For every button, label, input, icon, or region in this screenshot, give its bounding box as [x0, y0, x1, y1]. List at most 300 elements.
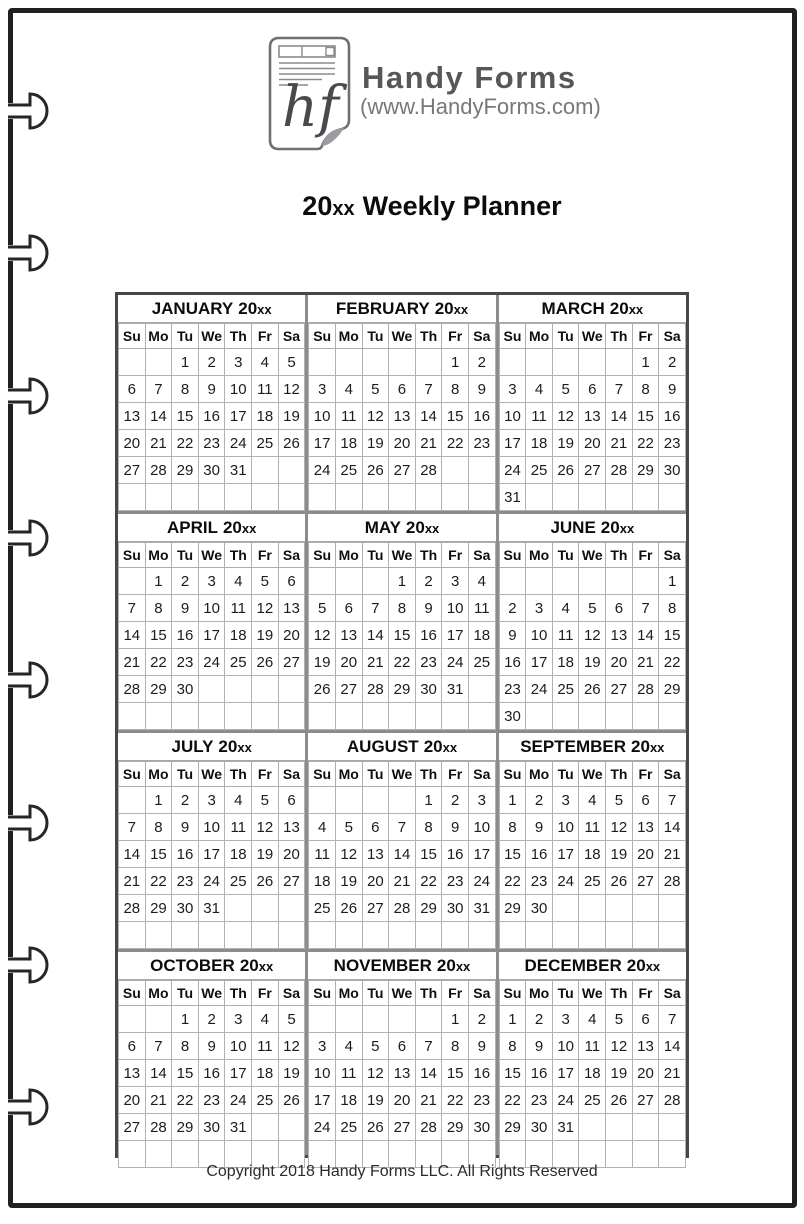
- date-cell: 3: [442, 568, 469, 595]
- week-row: [309, 868, 495, 895]
- date-cell: 10: [198, 814, 225, 841]
- weekday-header-row: [309, 762, 495, 787]
- date-cell: 31: [198, 895, 225, 922]
- weekday-header-row: [309, 981, 495, 1006]
- date-cell: 20: [335, 649, 362, 676]
- date-cell: 18: [468, 622, 495, 649]
- date-cell: 17: [309, 1087, 336, 1114]
- date-cell: 11: [579, 814, 606, 841]
- weekday-header: Su: [119, 324, 146, 349]
- date-cell: [278, 1114, 305, 1141]
- date-cell: [119, 484, 146, 511]
- date-cell: 15: [145, 622, 172, 649]
- date-cell: [579, 703, 606, 730]
- weekday-header-row: [309, 324, 495, 349]
- month-year: 20: [423, 737, 443, 756]
- date-cell: 2: [198, 349, 225, 376]
- date-cell: 14: [632, 622, 659, 649]
- date-cell: [225, 922, 252, 949]
- date-cell: 14: [362, 622, 389, 649]
- date-cell: 5: [552, 376, 579, 403]
- date-cell: 30: [526, 895, 553, 922]
- date-cell: 24: [499, 457, 526, 484]
- month-year: 20: [238, 299, 258, 318]
- week-row: [309, 430, 495, 457]
- date-cell: 29: [389, 676, 416, 703]
- date-cell: [335, 703, 362, 730]
- date-cell: 10: [309, 403, 336, 430]
- date-cell: 4: [526, 376, 553, 403]
- week-row: [119, 787, 305, 814]
- date-cell: 4: [225, 787, 252, 814]
- weekday-header: Mo: [145, 324, 172, 349]
- weekday-header: Sa: [659, 324, 686, 349]
- weekday-header: Tu: [172, 762, 199, 787]
- date-cell: 27: [278, 649, 305, 676]
- date-cell: [526, 484, 553, 511]
- date-cell: 1: [415, 787, 442, 814]
- date-cell: 20: [389, 1087, 416, 1114]
- week-row: [119, 1060, 305, 1087]
- binding-hole: [0, 1082, 54, 1132]
- date-cell: [579, 895, 606, 922]
- date-cell: 29: [172, 457, 199, 484]
- month-title: [308, 733, 495, 761]
- date-cell: 27: [362, 895, 389, 922]
- date-cell: 25: [468, 649, 495, 676]
- month-year-small: xx: [649, 740, 665, 755]
- date-cell: 25: [335, 457, 362, 484]
- date-cell: [362, 787, 389, 814]
- date-cell: 2: [659, 349, 686, 376]
- date-cell: [389, 1006, 416, 1033]
- date-cell: 2: [526, 1006, 553, 1033]
- date-cell: 21: [659, 841, 686, 868]
- date-cell: [415, 349, 442, 376]
- date-cell: 15: [172, 403, 199, 430]
- binding-hole: [0, 513, 54, 563]
- date-cell: 27: [119, 1114, 146, 1141]
- date-cell: 6: [389, 376, 416, 403]
- date-cell: [415, 1006, 442, 1033]
- month-title: [118, 733, 305, 761]
- date-cell: 11: [579, 1033, 606, 1060]
- date-cell: [468, 676, 495, 703]
- date-cell: [198, 676, 225, 703]
- date-cell: 27: [389, 1114, 416, 1141]
- date-cell: 11: [335, 403, 362, 430]
- date-cell: [252, 1114, 279, 1141]
- date-cell: [389, 787, 416, 814]
- date-cell: 17: [552, 1060, 579, 1087]
- date-cell: 28: [659, 868, 686, 895]
- weekday-header: Sa: [659, 543, 686, 568]
- weekday-header: Mo: [335, 762, 362, 787]
- date-cell: [526, 349, 553, 376]
- weekday-header: Mo: [145, 762, 172, 787]
- month-name: DECEMBER: [524, 956, 622, 975]
- date-cell: 18: [552, 649, 579, 676]
- date-cell: 12: [606, 814, 633, 841]
- month-calendar: [118, 295, 305, 511]
- date-cell: 15: [659, 622, 686, 649]
- date-cell: 29: [632, 457, 659, 484]
- date-cell: [526, 568, 553, 595]
- date-cell: 13: [362, 841, 389, 868]
- date-cell: 10: [309, 1060, 336, 1087]
- date-cell: 29: [145, 676, 172, 703]
- week-row: [119, 349, 305, 376]
- week-row: [309, 895, 495, 922]
- week-row: [309, 676, 495, 703]
- week-row: [119, 676, 305, 703]
- date-cell: [552, 922, 579, 949]
- date-cell: 6: [278, 568, 305, 595]
- date-cell: 5: [278, 1006, 305, 1033]
- date-cell: 6: [119, 1033, 146, 1060]
- month-calendar: [308, 514, 495, 730]
- date-cell: [335, 568, 362, 595]
- date-cell: [309, 922, 336, 949]
- date-cell: [252, 895, 279, 922]
- date-cell: 10: [225, 376, 252, 403]
- date-cell: 22: [499, 868, 526, 895]
- date-cell: 26: [278, 1087, 305, 1114]
- date-cell: 25: [309, 895, 336, 922]
- date-cell: [659, 895, 686, 922]
- date-cell: 30: [198, 457, 225, 484]
- month-calendar: [308, 952, 495, 1168]
- date-cell: 10: [552, 1033, 579, 1060]
- date-cell: 29: [442, 1114, 469, 1141]
- month-year-small: xx: [645, 959, 661, 974]
- date-cell: [335, 484, 362, 511]
- date-cell: 16: [526, 1060, 553, 1087]
- weekday-header: Fr: [442, 324, 469, 349]
- date-cell: 31: [225, 457, 252, 484]
- date-cell: [335, 787, 362, 814]
- week-row: [119, 376, 305, 403]
- date-cell: 8: [389, 595, 416, 622]
- date-cell: [468, 703, 495, 730]
- month-grid: [499, 761, 686, 949]
- date-cell: 19: [552, 430, 579, 457]
- month-year: 20: [405, 518, 425, 537]
- date-cell: 6: [278, 787, 305, 814]
- weekday-header: Tu: [552, 762, 579, 787]
- date-cell: 8: [499, 814, 526, 841]
- date-cell: [468, 484, 495, 511]
- date-cell: 25: [225, 868, 252, 895]
- date-cell: 4: [309, 814, 336, 841]
- date-cell: [362, 1006, 389, 1033]
- date-cell: 8: [145, 595, 172, 622]
- date-cell: 20: [632, 1060, 659, 1087]
- date-cell: [309, 349, 336, 376]
- weekday-header: Tu: [362, 324, 389, 349]
- week-row: [309, 403, 495, 430]
- date-cell: [579, 568, 606, 595]
- month-title: [118, 952, 305, 980]
- date-cell: 22: [172, 1087, 199, 1114]
- date-cell: [362, 349, 389, 376]
- date-cell: 22: [442, 1087, 469, 1114]
- weekday-header: Mo: [145, 543, 172, 568]
- date-cell: 30: [526, 1114, 553, 1141]
- date-cell: [119, 1006, 146, 1033]
- date-cell: 23: [172, 868, 199, 895]
- month-title: [499, 952, 686, 980]
- month-grid: [308, 323, 495, 511]
- weekday-header: Sa: [278, 981, 305, 1006]
- date-cell: [415, 922, 442, 949]
- date-cell: 8: [145, 814, 172, 841]
- date-cell: 16: [172, 841, 199, 868]
- weekday-header: Su: [119, 543, 146, 568]
- date-cell: 4: [579, 787, 606, 814]
- date-cell: [252, 922, 279, 949]
- date-cell: [145, 1006, 172, 1033]
- week-row: [499, 1060, 685, 1087]
- weekday-header: Tu: [362, 543, 389, 568]
- weekday-header: Mo: [526, 543, 553, 568]
- date-cell: 11: [526, 403, 553, 430]
- date-cell: [389, 703, 416, 730]
- week-row: [499, 622, 685, 649]
- date-cell: 11: [335, 1060, 362, 1087]
- date-cell: 8: [659, 595, 686, 622]
- weekday-header: Su: [119, 762, 146, 787]
- week-row: [499, 649, 685, 676]
- week-row: [309, 787, 495, 814]
- date-cell: 21: [145, 1087, 172, 1114]
- month-year: 20: [600, 518, 620, 537]
- date-cell: 19: [252, 841, 279, 868]
- date-cell: [225, 895, 252, 922]
- date-cell: 7: [659, 787, 686, 814]
- date-cell: 13: [278, 814, 305, 841]
- date-cell: 3: [499, 376, 526, 403]
- month-year: 20: [631, 737, 650, 756]
- date-cell: 5: [362, 376, 389, 403]
- date-cell: 23: [468, 430, 495, 457]
- date-cell: 31: [442, 676, 469, 703]
- weekday-header: Fr: [252, 762, 279, 787]
- date-cell: [442, 457, 469, 484]
- date-cell: [252, 676, 279, 703]
- date-cell: 11: [225, 814, 252, 841]
- weekday-header: Sa: [468, 762, 495, 787]
- date-cell: 2: [468, 349, 495, 376]
- date-cell: 7: [606, 376, 633, 403]
- week-row: [499, 703, 685, 730]
- date-cell: 4: [552, 595, 579, 622]
- week-row: [499, 922, 685, 949]
- month-year-small: xx: [619, 521, 635, 536]
- weekday-header: Su: [119, 981, 146, 1006]
- date-cell: 5: [278, 349, 305, 376]
- date-cell: 13: [389, 403, 416, 430]
- weekday-header: Fr: [632, 762, 659, 787]
- month-grid: [118, 761, 305, 949]
- site-url: (www.HandyForms.com): [360, 94, 601, 119]
- date-cell: 7: [362, 595, 389, 622]
- date-cell: 28: [145, 1114, 172, 1141]
- weekday-header-row: [119, 981, 305, 1006]
- date-cell: 14: [119, 622, 146, 649]
- weekday-header: Th: [415, 981, 442, 1006]
- date-cell: 1: [632, 349, 659, 376]
- date-cell: 11: [309, 841, 336, 868]
- date-cell: [198, 484, 225, 511]
- date-cell: 5: [579, 595, 606, 622]
- date-cell: 1: [389, 568, 416, 595]
- week-row: [499, 1033, 685, 1060]
- date-cell: 1: [442, 1006, 469, 1033]
- date-cell: 11: [252, 376, 279, 403]
- date-cell: 19: [606, 1060, 633, 1087]
- weekday-header: Tu: [172, 981, 199, 1006]
- date-cell: 27: [389, 457, 416, 484]
- week-row: [499, 814, 685, 841]
- date-cell: [579, 484, 606, 511]
- date-cell: 7: [145, 376, 172, 403]
- month-grid: [118, 323, 305, 511]
- week-row: [309, 1087, 495, 1114]
- weekday-header-row: [499, 762, 685, 787]
- date-cell: 12: [309, 622, 336, 649]
- week-row: [309, 649, 495, 676]
- title-year: 20: [302, 191, 333, 221]
- date-cell: 29: [415, 895, 442, 922]
- date-cell: 12: [579, 622, 606, 649]
- hf-document-icon: [264, 34, 356, 154]
- date-cell: 9: [198, 1033, 225, 1060]
- date-cell: 8: [442, 1033, 469, 1060]
- date-cell: 8: [172, 376, 199, 403]
- date-cell: 12: [552, 403, 579, 430]
- date-cell: 10: [442, 595, 469, 622]
- weekday-header-row: [119, 762, 305, 787]
- month-year: 20: [239, 956, 259, 975]
- date-cell: 12: [335, 841, 362, 868]
- date-cell: 28: [606, 457, 633, 484]
- date-cell: 9: [468, 1033, 495, 1060]
- weekday-header-row: [309, 543, 495, 568]
- date-cell: 21: [362, 649, 389, 676]
- date-cell: [606, 484, 633, 511]
- weekday-header: Su: [309, 981, 336, 1006]
- month-grid: [118, 542, 305, 730]
- date-cell: 13: [606, 622, 633, 649]
- weekday-header: Th: [415, 762, 442, 787]
- week-row: [309, 814, 495, 841]
- weekday-header: Th: [606, 324, 633, 349]
- date-cell: 15: [389, 622, 416, 649]
- date-cell: 18: [252, 403, 279, 430]
- week-row: [119, 484, 305, 511]
- date-cell: 3: [198, 787, 225, 814]
- weekday-header: Mo: [526, 324, 553, 349]
- date-cell: 1: [442, 349, 469, 376]
- date-cell: 26: [335, 895, 362, 922]
- binding-hole: [0, 371, 54, 421]
- date-cell: 11: [225, 595, 252, 622]
- date-cell: 11: [552, 622, 579, 649]
- date-cell: 1: [172, 349, 199, 376]
- date-cell: 28: [119, 895, 146, 922]
- date-cell: 30: [442, 895, 469, 922]
- date-cell: [145, 703, 172, 730]
- date-cell: 23: [198, 430, 225, 457]
- week-row: [309, 841, 495, 868]
- month-grid: [308, 761, 495, 949]
- date-cell: 10: [526, 622, 553, 649]
- date-cell: [335, 349, 362, 376]
- month-name: FEBRUARY: [335, 299, 430, 318]
- date-cell: 3: [552, 1006, 579, 1033]
- weekday-header: Su: [499, 762, 526, 787]
- date-cell: 21: [119, 649, 146, 676]
- date-cell: 4: [335, 1033, 362, 1060]
- month-name: JULY: [171, 737, 214, 756]
- date-cell: 25: [552, 676, 579, 703]
- date-cell: [278, 484, 305, 511]
- date-cell: [252, 703, 279, 730]
- month-year-small: xx: [424, 521, 440, 536]
- date-cell: [362, 703, 389, 730]
- date-cell: 8: [632, 376, 659, 403]
- weekday-header: Su: [499, 981, 526, 1006]
- date-cell: 15: [499, 841, 526, 868]
- date-cell: 23: [526, 1087, 553, 1114]
- date-cell: 30: [499, 703, 526, 730]
- weekday-header: Tu: [552, 324, 579, 349]
- weekday-header: Sa: [659, 981, 686, 1006]
- date-cell: 27: [119, 457, 146, 484]
- date-cell: 5: [362, 1033, 389, 1060]
- date-cell: 24: [552, 1087, 579, 1114]
- date-cell: [119, 703, 146, 730]
- date-cell: 13: [119, 1060, 146, 1087]
- date-cell: [606, 1114, 633, 1141]
- date-cell: 3: [225, 349, 252, 376]
- month-grid: [308, 542, 495, 730]
- date-cell: 9: [198, 376, 225, 403]
- date-cell: [172, 703, 199, 730]
- month-year: 20: [436, 956, 456, 975]
- date-cell: 16: [526, 841, 553, 868]
- date-cell: 22: [145, 868, 172, 895]
- date-cell: 7: [659, 1006, 686, 1033]
- date-cell: 6: [606, 595, 633, 622]
- week-row: [309, 922, 495, 949]
- date-cell: 4: [335, 376, 362, 403]
- date-cell: 10: [198, 595, 225, 622]
- date-cell: [442, 484, 469, 511]
- date-cell: 12: [278, 1033, 305, 1060]
- weekday-header: Sa: [659, 762, 686, 787]
- month-title: [499, 733, 686, 761]
- date-cell: 14: [145, 1060, 172, 1087]
- week-row: [499, 349, 685, 376]
- date-cell: 29: [172, 1114, 199, 1141]
- date-cell: [362, 568, 389, 595]
- date-cell: 24: [198, 649, 225, 676]
- date-cell: 3: [309, 376, 336, 403]
- date-cell: [309, 703, 336, 730]
- month-title: [499, 514, 686, 542]
